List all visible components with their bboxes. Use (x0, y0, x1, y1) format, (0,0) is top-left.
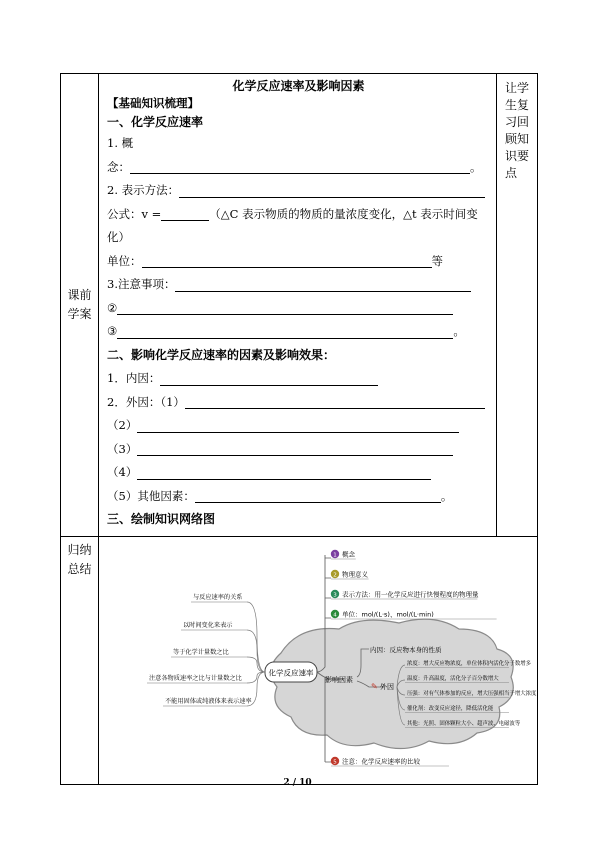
item-formula: 公式：v = （△C 表示物质的物质的量浓度变化，△t 表示时间变 (107, 206, 478, 221)
study-content (99, 74, 497, 537)
item-notes-2: ② (107, 297, 490, 321)
blank-line[interactable] (117, 324, 453, 339)
blank-line[interactable] (130, 159, 470, 174)
page-title: 化学反应速率及影响因素 (232, 79, 365, 93)
external-item-label: 催化剂：改变反应途径，降低活化能 (407, 705, 494, 712)
mindmap (99, 537, 537, 780)
connector (247, 630, 265, 672)
mindmap-svg (99, 537, 537, 780)
blank-line[interactable] (185, 394, 485, 409)
left-item (181, 621, 265, 672)
bottom-branch (325, 756, 449, 766)
branch-label: 单位：mol/(L·s)、mol/(L·min) (342, 610, 434, 618)
study-row (61, 74, 538, 537)
pencil-icon: ✎ (371, 681, 378, 691)
left-item-label: 以时间变化来表示 (183, 621, 233, 629)
blank-line[interactable] (161, 206, 209, 221)
heading-basic: 【基础知识梳理】 (107, 96, 199, 110)
center-label: 化学反应速率 (268, 668, 314, 677)
blank-line[interactable] (137, 418, 459, 433)
item-concept-a: 1. 概 (107, 136, 134, 150)
number-badge-label: 3 (333, 591, 337, 598)
external-item-label: 浓度：增大反应物浓度，单位体积内活化分子数增多 (407, 660, 531, 667)
item-notes: 3.注意事项： (107, 273, 490, 297)
connector (247, 657, 265, 672)
worksheet-table (60, 73, 538, 785)
left-item-label: 注意各物质速率之比与计量数之比 (149, 674, 242, 682)
side-label-pre-class: 课前学案 (61, 74, 99, 537)
summary-row (61, 536, 538, 784)
branch-3 (325, 589, 479, 599)
page-number: 2 / 10 (283, 778, 312, 788)
right-note: 让学生复习回顾知识要点 (497, 74, 538, 537)
item-external-4: （4） (107, 461, 490, 485)
heading-factors: 二、影响化学反应速率的因素及影响效果： (107, 347, 336, 362)
item-formula-cont: 化） (107, 230, 130, 244)
blank-line[interactable] (195, 488, 441, 503)
item-concept-b: 念： 。 (107, 159, 482, 174)
number-badge-label: 2 (333, 571, 337, 578)
external-label: 外因 (380, 682, 394, 691)
blank-line[interactable] (160, 371, 378, 386)
external-item-label: 温度：升高温度，活化分子百分数增大 (407, 675, 499, 682)
branch-4 (325, 609, 497, 619)
internal-label: 内因：反应物本身的性质 (370, 645, 442, 654)
left-item-label: 等于化学计量数之比 (173, 648, 229, 656)
blank-line[interactable] (137, 441, 453, 456)
side-label-summary: 归纳总结 (61, 536, 99, 784)
item-internal: 1．内因： (107, 367, 490, 391)
item-external-5: （5）其他因素： 。 (107, 488, 453, 503)
branch-label: 注意：化学反应速率的比较 (342, 757, 420, 765)
item-unit: 单位： 等 (107, 253, 443, 268)
blank-line[interactable] (142, 253, 432, 268)
item-external-3: （3） (107, 438, 490, 462)
item-external-1: 2．外因：（1） (107, 391, 490, 415)
number-badge-label: 4 (333, 611, 337, 618)
left-item (147, 672, 265, 683)
branch-1 (325, 549, 356, 559)
item-external-2: （2） (107, 414, 490, 438)
left-item (171, 648, 265, 672)
item-method: 2. 表示方法： (107, 179, 490, 203)
mindmap-cell (99, 536, 538, 784)
heading-reaction-rate: 一、化学反应速率 (107, 115, 204, 129)
external-item-label: 压强：对有气体参加的反应，增大压强相当于增大浓度 (407, 690, 537, 697)
blank-line[interactable] (179, 183, 485, 198)
number-badge-label: 5 (333, 758, 337, 765)
influence-label: 影响因素 (325, 675, 353, 684)
left-item-label: 不能用固体或纯液体来表示速率 (165, 697, 252, 705)
branch-2 (325, 569, 369, 579)
number-badge-label: 1 (333, 551, 337, 558)
right-top-branches (325, 549, 497, 619)
item-notes-3: ③ 。 (107, 324, 465, 338)
connector (247, 672, 265, 683)
left-item-label: 与反应速率的关系 (193, 593, 243, 601)
blank-line[interactable] (117, 300, 453, 315)
branch-label: 物理意义 (342, 570, 368, 578)
connector (247, 602, 265, 672)
external-item-label: 其他：光照、固体颗粒大小、超声波、电磁波等 (407, 720, 521, 727)
blank-line[interactable] (137, 465, 431, 480)
heading-network: 三、绘制知识网络图 (107, 512, 216, 526)
left-branches (147, 593, 265, 706)
left-item (191, 593, 265, 672)
blank-line[interactable] (175, 277, 471, 292)
branch-label: 概念 (342, 550, 355, 558)
branch-label: 表示方法：用一化学反应进行快慢程度的物理量 (342, 590, 479, 598)
